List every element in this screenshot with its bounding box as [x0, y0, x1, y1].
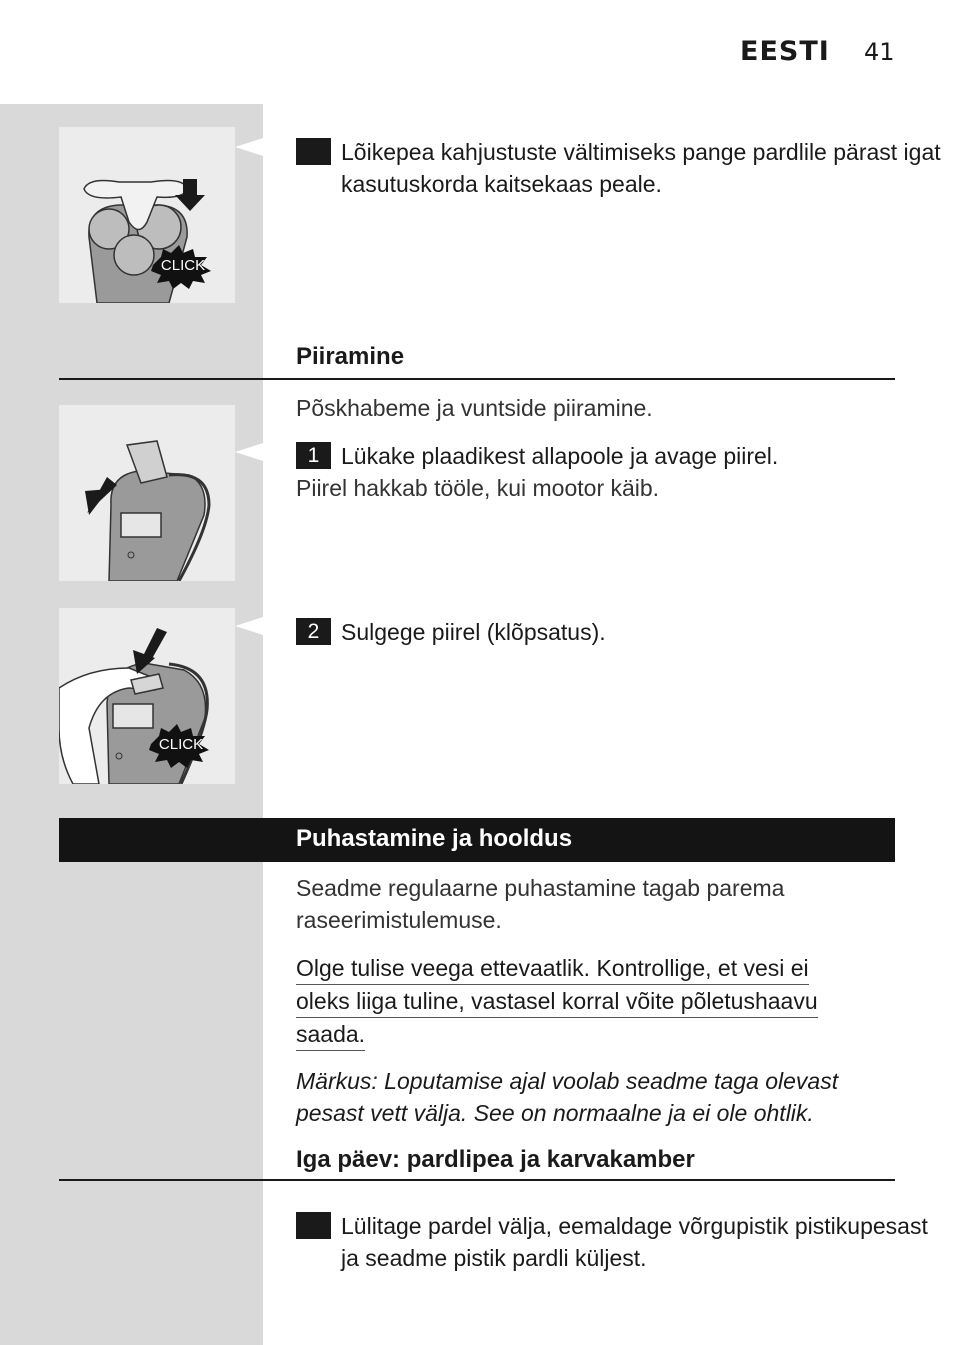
- warning-line-1: Olge tulise veega ettevaatlik. Kontrollige, et vesi ei: [296, 952, 809, 985]
- step-number-badge: 1: [296, 1212, 331, 1239]
- warning-line-3: saada.: [296, 1018, 365, 1051]
- trimming-step-1-text: Lükake plaadikest allapoole ja avage piirel.: [341, 443, 779, 469]
- step-number-badge: 5: [296, 138, 331, 165]
- illustration-close-trimmer: [59, 608, 235, 784]
- trimming-intro: Põskhabeme ja vuntside piiramine.: [296, 395, 653, 421]
- cleaning-note: Märkus: Loputamise ajal voolab seadme taga olevast pesast vett välja. See on normaalne ja ei ole ohtlik.: [296, 1068, 839, 1126]
- hot-water-warning: [296, 952, 896, 1051]
- trimming-step-1-note: Piirel hakkab tööle, kui mootor käib.: [296, 475, 660, 501]
- callout-pointer: [235, 617, 263, 635]
- step-5: [285, 136, 941, 200]
- step-5-text: Lõikepea kahjustuste vältimiseks pange pardlile pärast igat kasutuskorda kaitsekaas peale.: [341, 139, 941, 197]
- section-heading-cleaning: Puhastamine ja hooldus: [296, 825, 573, 852]
- shaver-trimmer-open-image: [59, 405, 235, 581]
- heading-rule: [59, 378, 895, 380]
- step-number-badge: 2: [296, 618, 331, 645]
- shaver-cap-image: [59, 127, 235, 303]
- language-label: EESTI: [740, 36, 830, 67]
- trimming-step-1: [296, 440, 896, 472]
- click-label: CLICK: [158, 736, 204, 753]
- step-number-badge: 1: [296, 442, 331, 469]
- shaver-trimmer-close-image: [59, 608, 235, 784]
- illustration-open-trimmer: [59, 405, 235, 581]
- page-number: 41: [864, 38, 895, 66]
- illustration-protective-cap: [59, 127, 235, 303]
- daily-step-1: [285, 1210, 941, 1274]
- section-heading-daily: Iga päev: pardlipea ja karvakamber: [296, 1146, 695, 1173]
- heading-rule: [59, 1179, 895, 1181]
- section-bar-cleaning: [59, 818, 895, 862]
- section-heading-trimming: Piiramine: [296, 343, 405, 370]
- warning-line-2: oleks liiga tuline, vastasel korral võite põletushaavu: [296, 985, 818, 1018]
- callout-pointer: [235, 443, 263, 461]
- click-label: CLICK: [160, 257, 206, 274]
- trimming-step-2: [296, 616, 896, 648]
- daily-step-1-text: Lülitage pardel välja, eemaldage võrgupistik pistikupesast ja seadme pistik pardli küljest.: [341, 1213, 928, 1271]
- callout-pointer: [235, 138, 263, 156]
- trimming-step-2-text: Sulgege piirel (klõpsatus).: [341, 619, 606, 645]
- cleaning-intro: Seadme regulaarne puhastamine tagab parema raseerimistulemuse.: [296, 875, 785, 933]
